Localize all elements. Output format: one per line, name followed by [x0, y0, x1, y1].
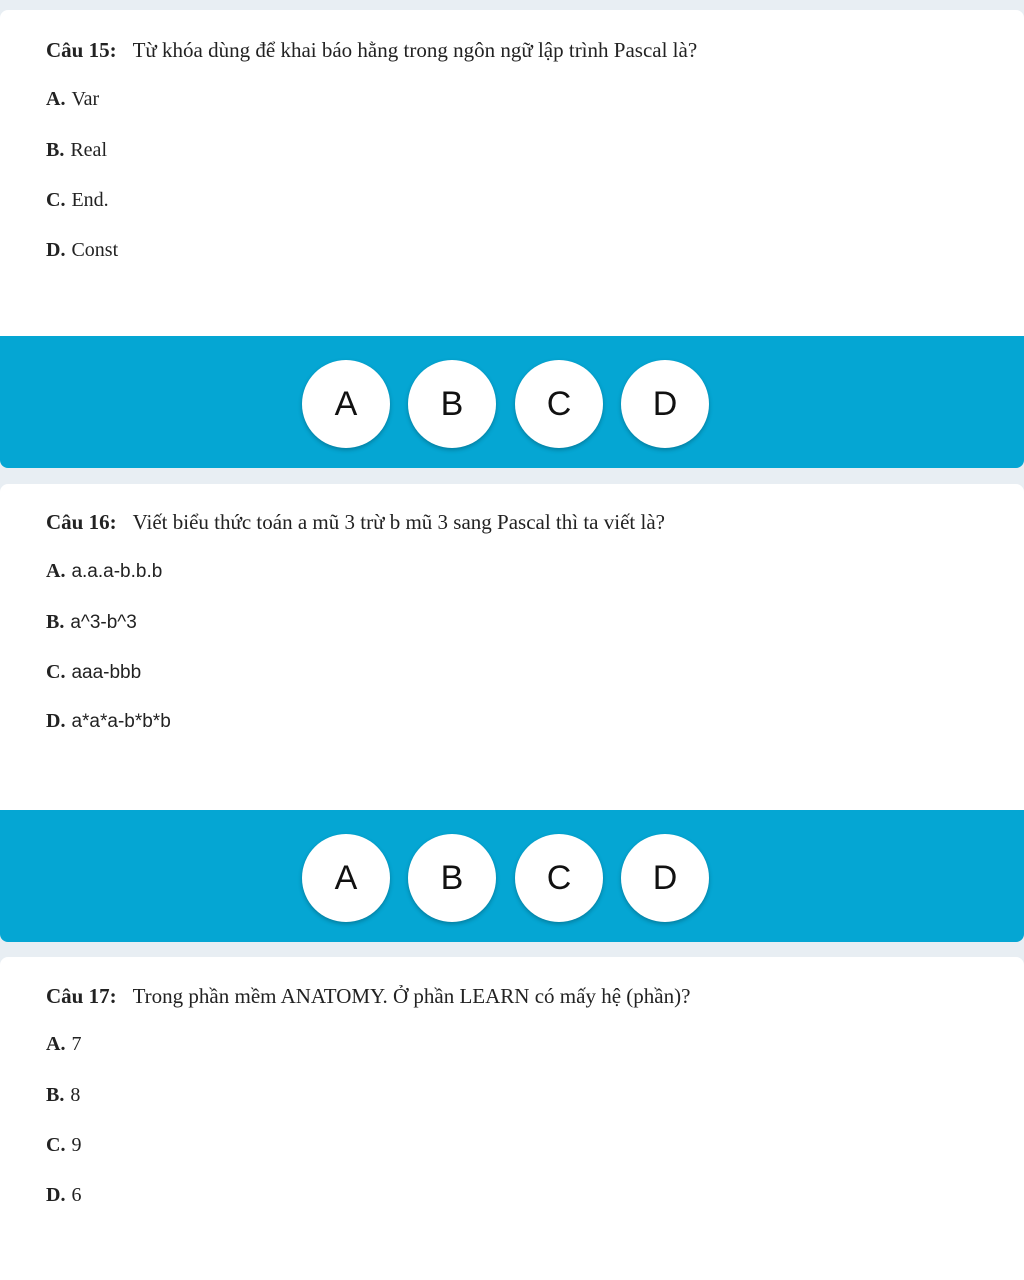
option-a	[46, 560, 162, 583]
option-letter: D.	[46, 710, 66, 732]
option-text: a.a.a-b.b.b	[71, 561, 163, 582]
option-b	[46, 139, 107, 162]
answer-button-d[interactable]: D	[621, 360, 709, 448]
option-text: End.	[71, 189, 109, 211]
option-letter: D.	[46, 1184, 66, 1206]
option-b	[46, 1084, 80, 1107]
option-a	[46, 88, 99, 111]
option-letter: C.	[46, 661, 66, 683]
answer-button-c[interactable]: C	[515, 834, 603, 922]
option-b	[46, 611, 137, 634]
option-letter: C.	[46, 1134, 66, 1156]
option-text: 8	[70, 1084, 81, 1106]
option-letter: C.	[46, 189, 66, 211]
question-card-16	[0, 484, 1024, 810]
question-text: Viết biểu thức toán a mũ 3 trừ b mũ 3 sang Pascal thì ta viết là?	[132, 510, 665, 534]
option-c	[46, 189, 109, 212]
answer-button-a[interactable]: A	[302, 360, 390, 448]
question-card-15	[0, 10, 1024, 336]
option-letter: B.	[46, 1084, 65, 1106]
question-title	[46, 984, 690, 1009]
option-letter: B.	[46, 611, 65, 633]
option-text: 6	[71, 1184, 82, 1206]
option-d	[46, 710, 171, 733]
option-c	[46, 661, 141, 684]
option-text: Var	[71, 88, 100, 110]
option-letter: A.	[46, 88, 66, 110]
option-letter: D.	[46, 239, 66, 261]
option-text: Real	[70, 139, 107, 161]
option-text: aaa-bbb	[71, 662, 142, 683]
option-c	[46, 1134, 81, 1157]
option-text: 9	[71, 1134, 82, 1156]
answer-button-c[interactable]: C	[515, 360, 603, 448]
answer-bar-16	[0, 810, 1024, 942]
option-text: 7	[71, 1033, 82, 1055]
option-letter: A.	[46, 1033, 66, 1055]
question-title	[46, 510, 665, 535]
answer-button-b[interactable]: B	[408, 360, 496, 448]
option-text: a^3-b^3	[70, 612, 137, 633]
question-number: Câu 16:	[46, 510, 117, 534]
question-text: Từ khóa dùng để khai báo hằng trong ngôn ngữ lập trình Pascal là?	[132, 38, 698, 62]
question-number: Câu 17:	[46, 984, 117, 1008]
answer-button-a[interactable]: A	[302, 834, 390, 922]
option-text: Const	[71, 239, 119, 261]
answer-button-b[interactable]: B	[408, 834, 496, 922]
answer-button-d[interactable]: D	[621, 834, 709, 922]
answer-bar-15	[0, 336, 1024, 468]
option-d	[46, 239, 118, 262]
question-title	[46, 38, 697, 63]
option-letter: A.	[46, 560, 66, 582]
option-letter: B.	[46, 139, 65, 161]
question-number: Câu 15:	[46, 38, 117, 62]
option-text: a*a*a-b*b*b	[71, 711, 171, 732]
question-text: Trong phần mềm ANATOMY. Ở phần LEARN có mấy hệ (phần)?	[132, 984, 691, 1008]
option-a	[46, 1033, 81, 1056]
option-d	[46, 1184, 81, 1207]
question-card-17	[0, 957, 1024, 1280]
